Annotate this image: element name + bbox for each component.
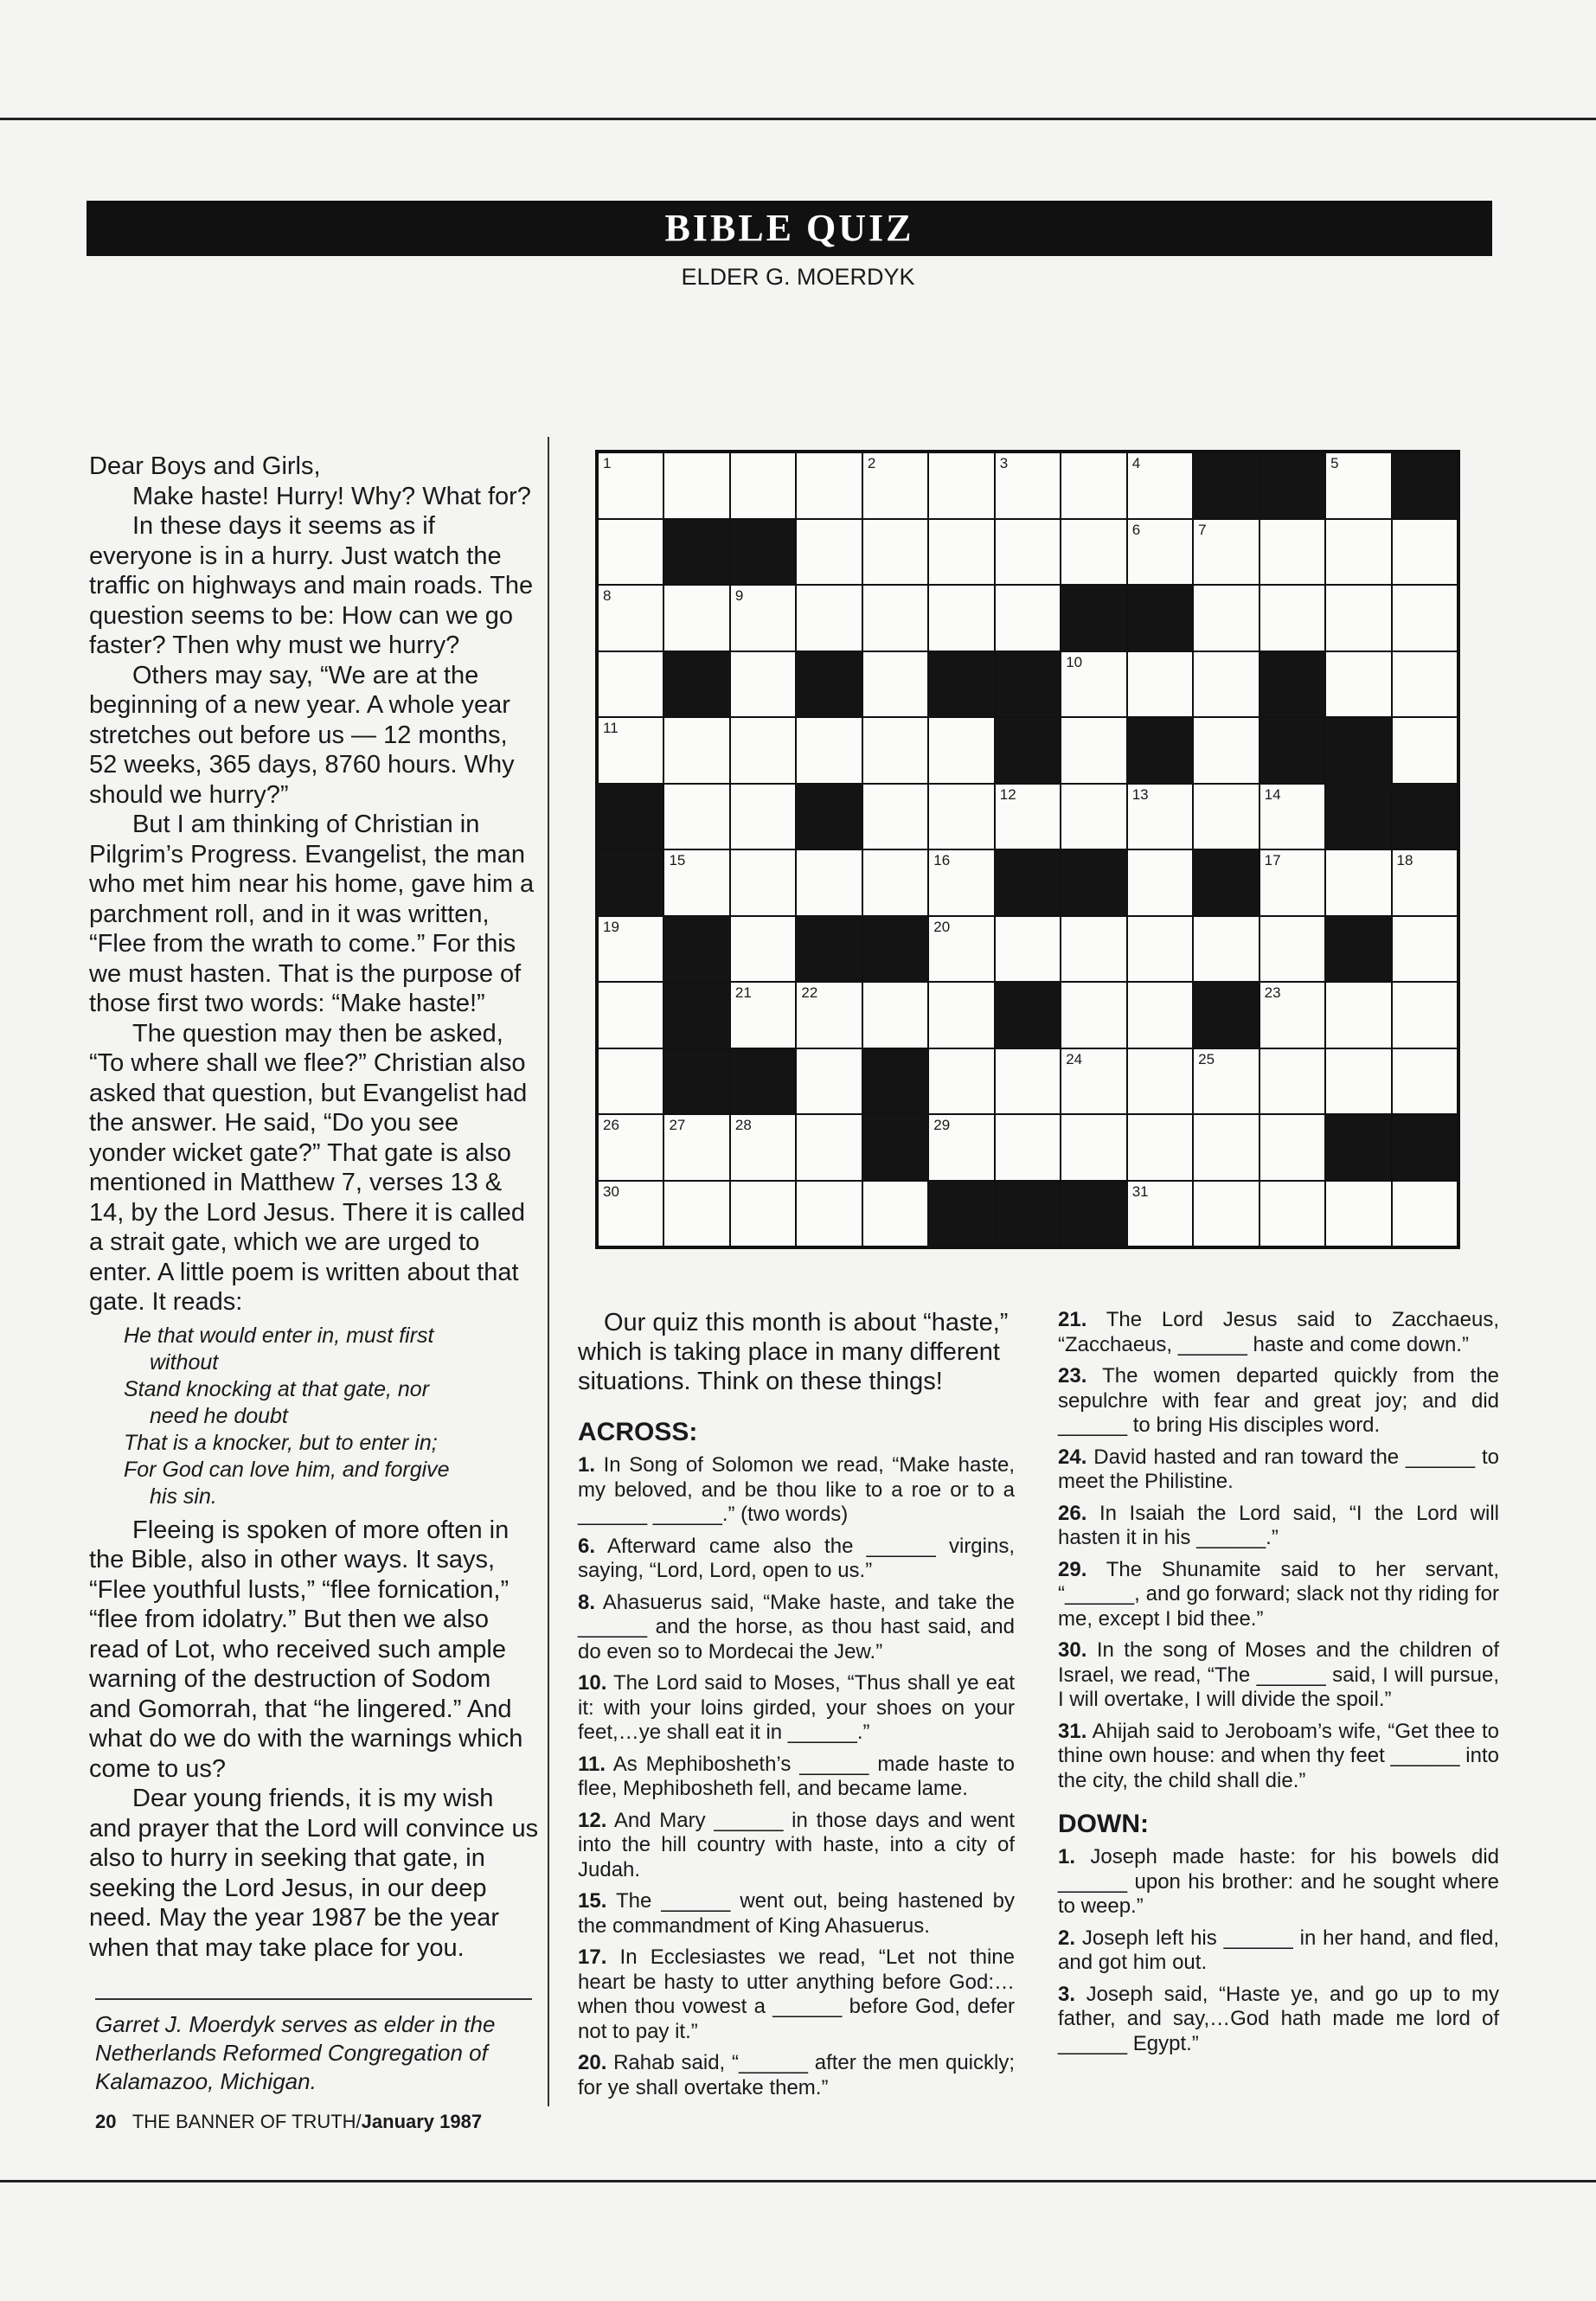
author-byline: ELDER G. MOERDYK: [681, 264, 915, 290]
letter-paragraph: The question may then be asked, “To where shall we flee?” Christian also asked that question, but Evangelist had the answer. He said, “Do you see yonder wicket gate?” That gate is also mentioned in Matthew 7, verses 13 & 14, by the Lord Jesus. There it is called a strait gate, which we are urged to enter. A little poem is written about that gate. It reads:: [89, 1019, 528, 1316]
clue-number: 29.: [1058, 1557, 1087, 1581]
clue-number: 31.: [1058, 1719, 1087, 1743]
crossword-cell[interactable]: [731, 453, 795, 518]
crossword-cell[interactable]: [1194, 1115, 1258, 1180]
clue-number: 16: [933, 852, 951, 868]
clue-number: 18: [1396, 852, 1413, 868]
crossword-block: [1393, 1115, 1457, 1180]
crossword-cell[interactable]: [929, 1115, 993, 1180]
crossword-cell[interactable]: [731, 1182, 795, 1247]
clue: [1058, 1926, 1499, 1976]
poem-line: his sin.: [150, 1484, 217, 1509]
crossword-cell[interactable]: [664, 785, 728, 849]
crossword-cell[interactable]: [664, 850, 728, 915]
clue: [578, 2051, 1015, 2100]
crossword-cell[interactable]: [1260, 586, 1324, 651]
crossword-cell[interactable]: [1393, 586, 1457, 651]
crossword-cell[interactable]: [599, 983, 663, 1048]
clue-text: Ahijah said to Jeroboam’s wife, “Get thee to thine own house: and when thy feet ______ into the city, the child shall die.”: [1058, 1719, 1499, 1792]
crossword-cell[interactable]: [996, 586, 1060, 651]
crossword-cell[interactable]: [1326, 453, 1390, 518]
crossword-cell[interactable]: [1393, 1049, 1457, 1114]
crossword-cell[interactable]: [929, 917, 993, 982]
crossword-block: [599, 850, 663, 915]
issue-date: January 1987: [361, 2111, 483, 2132]
clue-number: 12.: [578, 1808, 607, 1832]
salutation: Dear Boys and Girls,: [89, 452, 321, 480]
crossword-cell[interactable]: [1061, 1049, 1125, 1114]
crossword-cell[interactable]: [1260, 850, 1324, 915]
crossword-cell[interactable]: [664, 586, 728, 651]
bottom-rule: [0, 2180, 1596, 2182]
crossword-block: [664, 652, 728, 717]
crossword-cell[interactable]: [1194, 1182, 1258, 1247]
crossword-block: [1326, 785, 1390, 849]
clue: [578, 1809, 1015, 1883]
crossword-cell[interactable]: [797, 718, 861, 783]
crossword-cell[interactable]: [996, 520, 1060, 585]
clue-number: 23: [1264, 984, 1281, 1001]
crossword-cell[interactable]: [1393, 917, 1457, 982]
crossword-cell[interactable]: [797, 983, 861, 1048]
crossword-cell[interactable]: [863, 785, 927, 849]
crossword-block: [664, 983, 728, 1048]
clue-text: David hasted and ran toward the ______ to meet the Philistine.: [1058, 1445, 1499, 1493]
clue-number: 23.: [1058, 1364, 1087, 1388]
poem-line: need he doubt: [150, 1403, 288, 1428]
letter-paragraph: Dear young friends, it is my wish and prayer that the Lord will convince us also to hurry in seeking that gate, in seeking the Lord Jesus, in our deep need. May the year 1987 be the year when that may take place for you.: [89, 1785, 539, 1962]
crossword-block: [599, 785, 663, 849]
crossword-block: [863, 917, 927, 982]
crossword-cell[interactable]: [731, 850, 795, 915]
clue: [1058, 1558, 1499, 1632]
crossword-block: [1393, 785, 1457, 849]
crossword-cell[interactable]: [664, 1182, 728, 1247]
page-title: BIBLE QUIZ: [87, 201, 1492, 256]
crossword-cell[interactable]: [1194, 1049, 1258, 1114]
crossword-cell[interactable]: [1326, 520, 1390, 585]
crossword-cell[interactable]: [1393, 652, 1457, 717]
crossword-block: [731, 1049, 795, 1114]
crossword-cell[interactable]: [731, 917, 795, 982]
crossword-block: [1326, 1115, 1390, 1180]
crossword-cell[interactable]: [929, 520, 993, 585]
crossword-cell[interactable]: [863, 586, 927, 651]
crossword-block: [1061, 850, 1125, 915]
crossword-cell[interactable]: [599, 1182, 663, 1247]
crossword-cell[interactable]: [1194, 586, 1258, 651]
clue-number: 1: [603, 455, 612, 471]
crossword-cell[interactable]: [1061, 785, 1125, 849]
letter-paragraph: Fleeing is spoken of more often in the Bible, also in other ways. It says, “Flee youthful lusts,” “flee fornication,” “flee from idolatry.” But then we also read of Lot, who received such ample warning of the destruction of Sodom and Gomorrah, that “he lingered.” And what do we do with the warnings which come to us?: [89, 1516, 523, 1783]
crossword-cell[interactable]: [1128, 1182, 1192, 1247]
clue-number: 30: [603, 1183, 619, 1200]
clue-number: 26.: [1058, 1501, 1087, 1525]
clues-column-right: [1058, 1308, 1499, 2063]
clue-number: 27: [669, 1117, 686, 1133]
crossword-cell[interactable]: [929, 983, 993, 1048]
clue-text: In Isaiah the Lord said, “I the Lord will hasten it in his ______.”: [1058, 1501, 1500, 1549]
crossword-cell[interactable]: [1260, 520, 1324, 585]
crossword-block: [1061, 1182, 1125, 1247]
crossword-cell[interactable]: [1326, 652, 1390, 717]
clue-number: 12: [999, 785, 1016, 803]
letter-paragraph: In these days it seems as if everyone is in a hurry. Just watch the traffic on highways and main roads. The question seems to be: How can we go faster? Then why must we hurry?: [89, 512, 534, 659]
clue: [578, 1753, 1015, 1802]
crossword-block: [1128, 586, 1192, 651]
clue-number: 2.: [1058, 1926, 1076, 1950]
crossword-block: [863, 1049, 927, 1114]
top-rule: [0, 118, 1596, 120]
crossword-cell[interactable]: [929, 785, 993, 849]
crossword-cell[interactable]: [863, 520, 927, 585]
crossword-block: [1128, 718, 1192, 783]
clue: [578, 1591, 1015, 1665]
clue: [1058, 1638, 1499, 1713]
clue-number: 21: [734, 984, 752, 1001]
crossword-cell[interactable]: [929, 1049, 993, 1114]
crossword-cell[interactable]: [1128, 983, 1192, 1048]
crossword-cell[interactable]: [599, 718, 663, 783]
crossword-block: [863, 1115, 927, 1180]
crossword-cell[interactable]: [1393, 850, 1457, 915]
crossword-block: [996, 850, 1060, 915]
clue-text: The women departed quickly from the sepulchre with fear and great joy; and did ______ to bring His disciples word.: [1058, 1364, 1500, 1437]
clue: [578, 1889, 1015, 1939]
clue-number: 24.: [1058, 1445, 1087, 1469]
crossword-cell[interactable]: [731, 1115, 795, 1180]
crossword-cell[interactable]: [797, 453, 861, 518]
clue-number: 15: [669, 852, 686, 868]
clue: [578, 1535, 1015, 1584]
clue-number: 8.: [578, 1590, 596, 1614]
clue-number: 26: [603, 1117, 619, 1133]
clue-number: 20: [933, 918, 951, 935]
crossword-cell[interactable]: [1128, 850, 1192, 915]
crossword-cell[interactable]: [797, 520, 861, 585]
crossword-block: [1326, 718, 1390, 783]
crossword-cell[interactable]: [1194, 652, 1258, 717]
clue-number: 25: [1198, 1050, 1215, 1067]
crossword-cell[interactable]: [863, 453, 927, 518]
crossword-cell[interactable]: [1393, 1182, 1457, 1247]
crossword-cell[interactable]: [1260, 1115, 1324, 1180]
clue-text: And Mary ______ in those days and went into the hill country with haste, into a city of Judah.: [578, 1808, 1016, 1881]
clue: [1058, 1445, 1499, 1495]
crossword-cell[interactable]: [1326, 1049, 1390, 1114]
poem-line: That is a knocker, but to enter in;: [124, 1430, 438, 1455]
crossword-cell[interactable]: [863, 850, 927, 915]
clue-number: 7: [1198, 521, 1207, 538]
crossword-cell[interactable]: [863, 718, 927, 783]
clue-number: 21.: [1058, 1308, 1087, 1331]
clue-text: The ______ went out, being hastened by the commandment of King Ahasuerus.: [578, 1889, 1016, 1938]
crossword-cell[interactable]: [599, 652, 663, 717]
clue-number: 6.: [578, 1534, 596, 1558]
crossword-block: [1260, 718, 1324, 783]
crossword-cell[interactable]: [797, 1115, 861, 1180]
crossword-cell[interactable]: [1061, 652, 1125, 717]
crossword-block: [664, 917, 728, 982]
crossword-block: [1326, 917, 1390, 982]
crossword-cell[interactable]: [1260, 1182, 1324, 1247]
crossword-block: [664, 1049, 728, 1114]
clue-number: 19: [603, 918, 619, 935]
crossword-cell[interactable]: [664, 718, 728, 783]
crossword-block: [1260, 652, 1324, 717]
crossword-cell[interactable]: [1194, 785, 1258, 849]
crossword-cell[interactable]: [1260, 917, 1324, 982]
clue-text: Joseph left his ______ in her hand, and fled, and got him out.: [1058, 1926, 1499, 1974]
crossword-block: [797, 785, 861, 849]
clues-column-middle: [578, 1308, 1015, 2107]
crossword-cell[interactable]: [929, 586, 993, 651]
clue-text: The Lord Jesus said to Zacchaeus, “Zacchaeus, ______ haste and come down.”: [1058, 1308, 1499, 1356]
crossword-cell[interactable]: [1128, 917, 1192, 982]
page-number: 20: [95, 2111, 117, 2132]
crossword-cell[interactable]: [929, 453, 993, 518]
clue-text: Rahab said, “______ after the men quickly; for ye shall overtake them.”: [578, 2051, 1015, 2099]
crossword-cell[interactable]: [1061, 1115, 1125, 1180]
clue-text: Joseph said, “Haste ye, and go up to my father, and say,…God hath made me lord of ______ Egypt.”: [1058, 1982, 1499, 2055]
clue-number: 22: [801, 984, 818, 1001]
crossword-block: [797, 917, 861, 982]
clue-text: Afterward came also the ______ virgins, saying, “Lord, Lord, open to us.”: [578, 1534, 1016, 1582]
poem-line: For God can love him, and forgive: [124, 1457, 450, 1482]
clue-number: 11.: [578, 1752, 606, 1776]
crossword-cell[interactable]: [1393, 520, 1457, 585]
clue-number: 5: [1330, 455, 1339, 471]
clue-number: 17: [1264, 852, 1281, 868]
crossword-block: [1194, 453, 1258, 518]
crossword-cell[interactable]: [1061, 718, 1125, 783]
clue-number: 3: [999, 455, 1009, 471]
clue-number: 8: [603, 587, 612, 604]
crossword-block: [1194, 983, 1258, 1048]
clue-number: 11: [603, 720, 619, 736]
crossword-cell[interactable]: [1260, 785, 1324, 849]
clue-number: 29: [933, 1117, 951, 1133]
crossword-cell[interactable]: [1128, 1049, 1192, 1114]
clue-number: 28: [734, 1117, 752, 1133]
author-bio: Garret J. Moerdyk serves as elder in the Netherlands Reformed Congregation of Kalamazoo, Michigan.: [95, 2011, 496, 2094]
crossword-cell[interactable]: [863, 652, 927, 717]
crossword-cell[interactable]: [1061, 983, 1125, 1048]
clue-number: 20.: [578, 2051, 607, 2074]
crossword-cell[interactable]: [731, 718, 795, 783]
clue-text: In Ecclesiastes we read, “Let not thine heart be hasty to utter anything before God:… when thou vowest a ______ before God, defer not to pay it.”: [578, 1945, 1015, 2043]
clue-number: 3.: [1058, 1982, 1076, 2006]
crossword-cell[interactable]: [731, 586, 795, 651]
crossword-cell[interactable]: [599, 1115, 663, 1180]
clue-number: 15.: [578, 1889, 607, 1913]
clue-number: 10: [1066, 653, 1083, 670]
crossword-cell[interactable]: [731, 983, 795, 1048]
clue: [1058, 1364, 1499, 1439]
crossword-block: [1061, 586, 1125, 651]
clue: [1058, 1983, 1499, 2057]
across-heading: ACROSS:: [578, 1418, 698, 1446]
crossword-cell[interactable]: [664, 1115, 728, 1180]
crossword-grid: [595, 450, 1460, 1249]
crossword-cell[interactable]: [797, 1049, 861, 1114]
clue-number: 9: [734, 587, 744, 604]
crossword-cell[interactable]: [731, 785, 795, 849]
crossword-cell[interactable]: [996, 453, 1060, 518]
clue: [1058, 1308, 1499, 1357]
clue-number: 14: [1264, 785, 1281, 803]
crossword-cell[interactable]: [1128, 520, 1192, 585]
crossword-cell[interactable]: [599, 586, 663, 651]
clue-text: Joseph made haste: for his bowels did ______ upon his brother: and he sought where to weep.”: [1058, 1845, 1500, 1918]
crossword-cell[interactable]: [929, 850, 993, 915]
clue-number: 4: [1131, 455, 1141, 471]
crossword-cell[interactable]: [996, 1115, 1060, 1180]
poem-line: Stand knocking at that gate, nor: [124, 1376, 430, 1401]
crossword-cell[interactable]: [1194, 718, 1258, 783]
crossword-block: [929, 652, 993, 717]
crossword-cell[interactable]: [797, 586, 861, 651]
crossword-cell[interactable]: [1393, 983, 1457, 1048]
poem-line: He that would enter in, must first: [124, 1323, 434, 1348]
quiz-intro: Our quiz this month is about “haste,” which is taking place in many different situations. Think on these things!: [578, 1309, 1009, 1395]
clue-text: Ahasuerus said, “Make haste, and take the ______ and the horse, as thou hast said, and do even so to Mordecai the Jew.”: [578, 1590, 1015, 1663]
crossword-block: [996, 983, 1060, 1048]
letter-paragraph: Make haste! Hurry! Why? What for?: [132, 482, 531, 510]
poem: [89, 1323, 539, 1510]
poem-line: without: [150, 1349, 219, 1375]
crossword-cell[interactable]: [1393, 718, 1457, 783]
crossword-cell[interactable]: [1061, 917, 1125, 982]
clue-number: 17.: [578, 1945, 607, 1969]
crossword-cell[interactable]: [1194, 917, 1258, 982]
clue-number: 31: [1131, 1183, 1149, 1200]
clue-text: In the song of Moses and the children of Israel, we read, “The ______ said, I will pursue, I will overtake, I will divide the spoil.”: [1058, 1638, 1500, 1711]
crossword-cell[interactable]: [863, 1182, 927, 1247]
crossword-block: [996, 718, 1060, 783]
crossword-cell[interactable]: [1260, 1049, 1324, 1114]
crossword-cell[interactable]: [996, 1049, 1060, 1114]
crossword-cell[interactable]: [1194, 520, 1258, 585]
crossword-cell[interactable]: [664, 453, 728, 518]
crossword-cell[interactable]: [1128, 1115, 1192, 1180]
clue: [578, 1945, 1015, 2044]
crossword-cell[interactable]: [1326, 850, 1390, 915]
crossword-block: [1194, 850, 1258, 915]
letter-paragraph: But I am thinking of Christian in Pilgrim’s Progress. Evangelist, the man who met him near his home, gave him a parchment roll, and in it was written, “Flee from the wrath to come.” For this we must hasten. That is the purpose of those first two words: “Make haste!”: [89, 811, 535, 1017]
crossword-block: [929, 1182, 993, 1247]
crossword-cell[interactable]: [1326, 1182, 1390, 1247]
down-heading: DOWN:: [1058, 1810, 1149, 1838]
crossword-cell[interactable]: [929, 718, 993, 783]
bio-divider: [95, 1998, 532, 2000]
page-footer: [95, 2109, 482, 2135]
clue: [1058, 1502, 1499, 1551]
crossword-cell[interactable]: [1326, 586, 1390, 651]
crossword-cell[interactable]: [1061, 453, 1125, 518]
letter-paragraph: Others may say, “We are at the beginning of a new year. A whole year stretches out before us — 12 months, 52 weeks, 365 days, 8760 hours. Why should we hurry?”: [89, 661, 515, 809]
clue-text: The Lord said to Moses, “Thus shall ye eat it: with your loins girded, your shoes on your feet,…ye shall eat it in ______.”: [578, 1671, 1016, 1744]
crossword-block: [664, 520, 728, 585]
clue-number: 1.: [578, 1453, 596, 1477]
crossword-block: [1260, 453, 1324, 518]
clue-text: In Song of Solomon we read, “Make haste, my beloved, and be thou like to a roe or to a ______ ______.” (two words): [578, 1453, 1015, 1526]
crossword-cell[interactable]: [1061, 520, 1125, 585]
crossword-cell[interactable]: [1128, 785, 1192, 849]
crossword-cell[interactable]: [599, 453, 663, 518]
letter-column: [89, 452, 539, 1963]
clue-text: As Mephibosheth’s ______ made haste to flee, Mephibosheth fell, and became lame.: [578, 1752, 1015, 1800]
crossword-block: [797, 652, 861, 717]
crossword-cell[interactable]: [996, 785, 1060, 849]
crossword-cell[interactable]: [1128, 453, 1192, 518]
column-divider: [548, 437, 549, 2106]
crossword-cell[interactable]: [1326, 983, 1390, 1048]
crossword-cell[interactable]: [599, 917, 663, 982]
crossword-block: [996, 1182, 1060, 1247]
publication-name: THE BANNER OF TRUTH/: [131, 2111, 362, 2132]
clue-number: 2: [867, 455, 876, 471]
clue-number: 30.: [1058, 1638, 1087, 1662]
clue: [578, 1671, 1015, 1746]
crossword-block: [996, 652, 1060, 717]
crossword-cell[interactable]: [599, 520, 663, 585]
clue-number: 24: [1066, 1050, 1083, 1067]
clue: [578, 1453, 1015, 1528]
crossword-block: [1393, 453, 1457, 518]
crossword-cell[interactable]: [863, 983, 927, 1048]
crossword-cell[interactable]: [731, 652, 795, 717]
clue-number: 10.: [578, 1671, 607, 1695]
clue-number: 1.: [1058, 1845, 1076, 1868]
crossword-block: [731, 520, 795, 585]
clue-number: 13: [1131, 785, 1149, 803]
crossword-cell[interactable]: [1260, 983, 1324, 1048]
clue-text: The Shunamite said to her servant, “______, and go forward; slack not thy riding for me, except I bid thee.”: [1058, 1557, 1499, 1631]
clue-number: 6: [1131, 521, 1141, 538]
crossword-cell[interactable]: [996, 917, 1060, 982]
crossword-cell[interactable]: [797, 1182, 861, 1247]
crossword-cell[interactable]: [1128, 652, 1192, 717]
crossword-cell[interactable]: [599, 1049, 663, 1114]
clue: [1058, 1720, 1499, 1794]
crossword-cell[interactable]: [797, 850, 861, 915]
clue: [1058, 1845, 1499, 1920]
